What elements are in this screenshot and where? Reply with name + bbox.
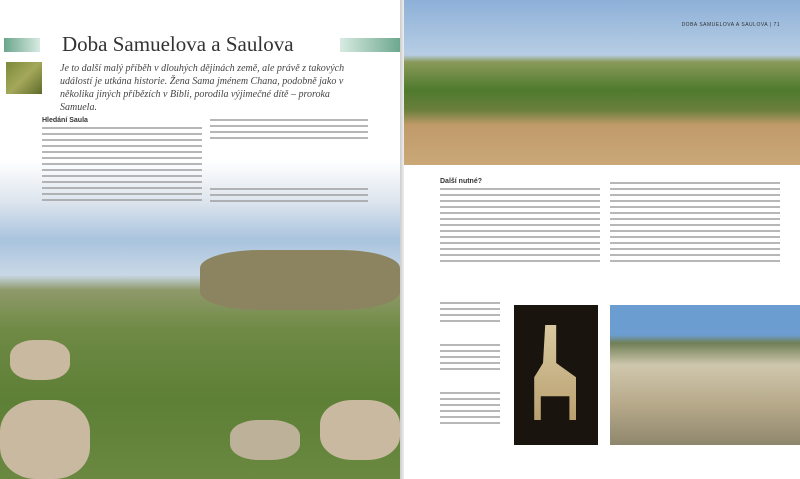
photo-caption: [210, 188, 368, 206]
right-page: [404, 0, 800, 479]
rock: [0, 400, 90, 479]
section-heading: Hledání Saula: [42, 117, 88, 124]
rock: [10, 340, 70, 380]
chair-artifact: [532, 325, 576, 420]
body-text-column: [210, 119, 368, 143]
body-text-column: [440, 188, 600, 266]
decorative-tab: [4, 38, 40, 52]
body-text-column: [610, 182, 780, 266]
thumbnail-photo: [6, 62, 42, 94]
running-head: DOBA SAMUELOVA A SAULOVA | 71: [681, 22, 780, 28]
intro-text: Je to další malý příběh v dlouhých dějinách země, ale právě z takových událostí je utkána historie. Žena Sama jménem Chana, podobně jako v několika jiných příbězích v Bibli, porodila výjimečné dítě – proroka Samuela.: [60, 63, 345, 113]
photo-captions: [440, 302, 500, 428]
rock: [320, 400, 400, 460]
decorative-tab: [340, 38, 402, 52]
body-text-column: [42, 127, 202, 205]
artifact-photo: [514, 305, 598, 445]
rock: [230, 420, 300, 460]
section-heading: Další nutné?: [440, 178, 483, 185]
page-title: Doba Samuelova a Saulova: [62, 32, 294, 56]
ruins-photo: [610, 305, 800, 445]
running-head-text: DOBA SAMUELOVA A SAULOVA: [681, 22, 768, 28]
page-number: 71: [773, 22, 780, 28]
stone-wall: [200, 250, 400, 310]
